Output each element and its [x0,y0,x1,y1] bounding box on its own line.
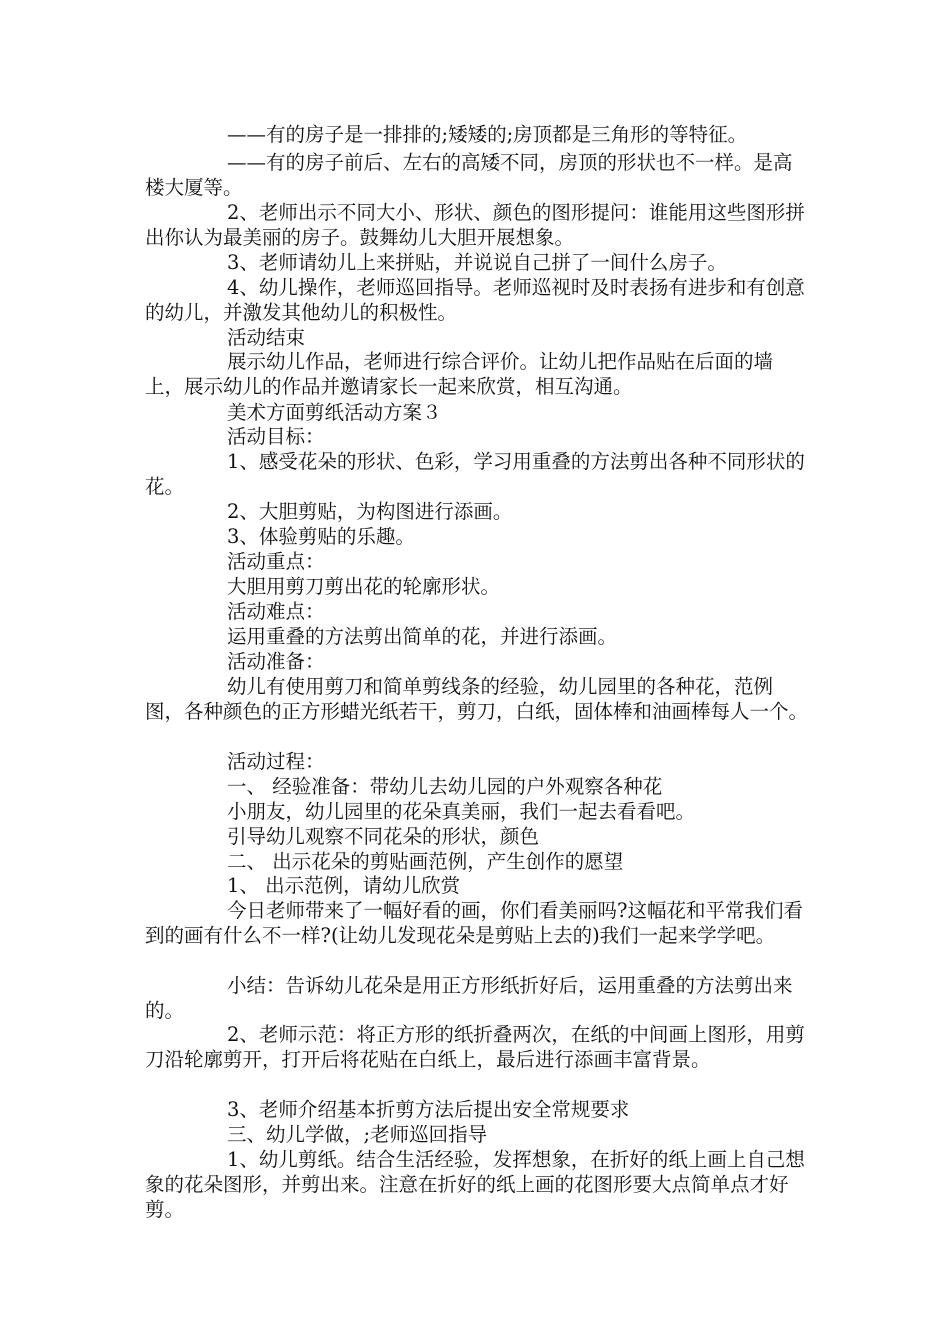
paragraph: 3、老师请幼儿上来拼贴，并说说自己拼了一间什么房子。 [227,251,727,274]
paragraph: 运用重叠的方法剪出简单的花，并进行添画。 [227,625,618,648]
paragraph: 活动重点： [227,550,325,573]
paragraph: 活动目标： [227,425,325,448]
paragraph: 一、 经验准备：带幼儿去幼儿园的户外观察各种花 [227,775,663,798]
paragraph: 小朋友，幼儿园里的花朵真美丽，我们一起去看看吧。 [227,800,696,823]
paragraph: 2、老师出示不同大小、形状、颜色的图形提问：谁能用这些图形拼出你认为最美丽的房子。鼓舞幼儿大胆开展想象。 [145,201,805,249]
paragraph: 活动过程： [227,750,325,773]
paragraph: 今日老师带来了一幅好看的画，你们看美丽吗?这幅花和平常我们看到的画有什么不一样?(让幼儿发现花朵是剪贴上去的)我们一起来学学吧。 [145,899,803,947]
paragraph: 二、 出示花朵的剪贴画范例，产生创作的愿望 [227,850,624,873]
paragraph: 4、幼儿操作，老师巡回指导。老师巡视时及时表扬有进步和有创意的幼儿，并激发其他幼儿的积极性。 [145,276,805,324]
paragraph: 幼儿有使用剪刀和简单剪线条的经验，幼儿园里的各种花，范例图，各种颜色的正方形蜡光纸若干，剪刀，白纸，固体棒和油画棒每人一个。 [145,675,809,723]
paragraph: 展示幼儿作品，老师进行综合评价。让幼儿把作品贴在后面的墙上，展示幼儿的作品并邀请家长一起来欣赏，相互沟通。 [145,350,774,398]
paragraph: 3、体验剪贴的乐趣。 [227,525,415,548]
paragraph: 活动准备： [227,650,325,673]
paragraph: ——有的房子前后、左右的高矮不同，房顶的形状也不一样。是高楼大厦等。 [145,151,793,199]
paragraph: 三、幼儿学做，;老师巡回指导 [227,1123,488,1146]
paragraph: ——有的房子是一排排的;矮矮的;房顶都是三角形的等特征。 [227,123,748,146]
section-title: 美术方面剪纸活动方案３ [227,401,442,424]
paragraph: 2、老师示范：将正方形的纸折叠两次，在纸的中间画上图形，用剪刀沿轮廓剪开，打开后将花贴在白纸上，最后进行添画丰富背景。 [145,1023,805,1071]
paragraph: 3、老师介绍基本折剪方法后提出安全常规要求 [227,1098,630,1121]
paragraph: 活动结束 [227,326,306,349]
paragraph: 小结：告诉幼儿花朵是用正方形纸折好后，运用重叠的方法剪出来的。 [145,974,793,1022]
paragraph: 1、 出示范例，请幼儿欣赏 [227,874,461,897]
paragraph: 1、幼儿剪纸。结合生活经验，发挥想象，在折好的纸上画上自己想象的花朵图形，并剪出来。注意在折好的纸上画的花图形要大点简单点才好剪。 [145,1148,805,1221]
paragraph: 2、大胆剪贴，为构图进行添画。 [227,500,513,523]
paragraph: 1、感受花朵的形状、色彩，学习用重叠的方法剪出各种不同形状的花。 [145,450,805,498]
paragraph: 引导幼儿观察不同花朵的形状，颜色 [227,825,540,848]
paragraph: 活动难点： [227,600,325,623]
paragraph: 大胆用剪刀剪出花的轮廓形状。 [227,575,501,598]
